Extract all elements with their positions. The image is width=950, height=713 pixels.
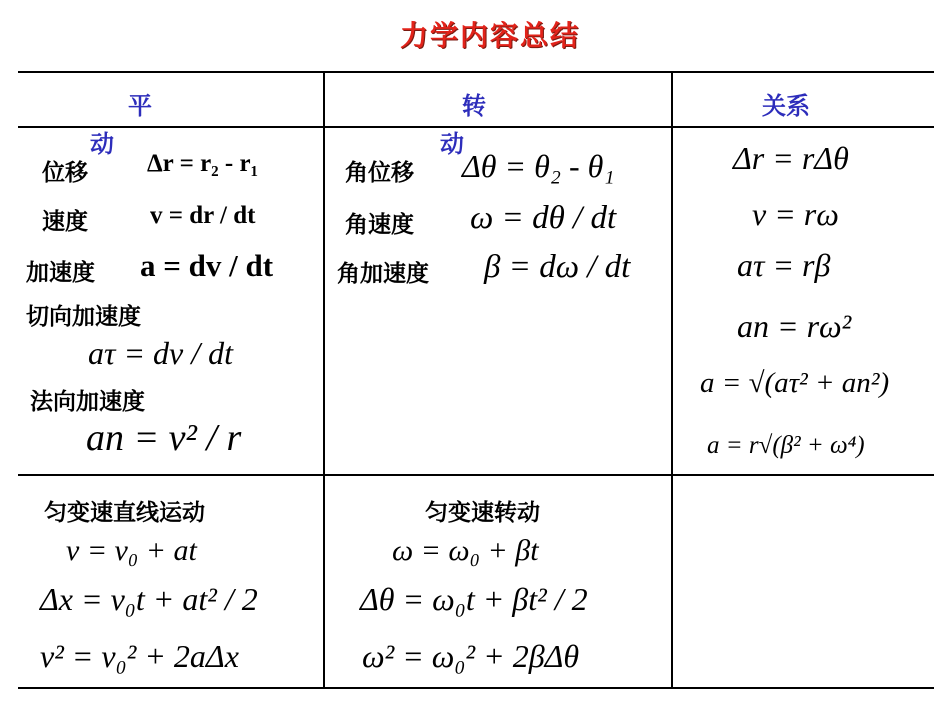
displacement-label: 位移 <box>42 160 88 186</box>
column-divider-1 <box>323 71 325 689</box>
header-divider <box>18 126 934 128</box>
header-translation-2: 动 <box>90 130 114 158</box>
relation-velocity: v = rω <box>752 196 839 232</box>
column-divider-2 <box>671 71 673 689</box>
uniform-linear-velocity-squared: v² = v₀² + 2aΔx <box>40 638 239 674</box>
tangential-acceleration-label: 切向加速度 <box>26 304 141 330</box>
velocity-label: 速度 <box>42 209 88 235</box>
uniform-rotation-label: 匀变速转动 <box>425 500 540 526</box>
table-top-border <box>18 71 934 73</box>
uniform-linear-displacement: Δx = v₀t + at² / 2 <box>40 581 258 617</box>
angular-velocity-formula: ω = dθ / dt <box>470 200 617 236</box>
acceleration-label: 加速度 <box>26 260 95 286</box>
relation-tangential: aτ = rβ <box>737 247 831 283</box>
angular-acceleration-formula: β = dω / dt <box>484 249 631 285</box>
displacement-formula: Δr = r₂ - r₁ <box>147 150 259 177</box>
table-bottom-border <box>18 687 934 689</box>
row-divider <box>18 474 934 476</box>
header-rotation-2: 动 <box>440 130 464 158</box>
relation-normal: an = rω² <box>737 308 852 344</box>
header-rotation-1: 转 <box>462 92 486 120</box>
uniform-rotation-angular-velocity: ω = ω₀ + βt <box>392 534 539 567</box>
relation-total-acceleration: a = √(aτ² + an²) <box>700 367 890 399</box>
tangential-acceleration-formula: aτ = dv / dt <box>88 335 234 371</box>
angular-acceleration-label: 角加速度 <box>337 261 429 287</box>
velocity-formula: v = dr / dt <box>150 202 256 229</box>
uniform-rotation-angular-displacement: Δθ = ω₀t + βt² / 2 <box>360 581 588 617</box>
relation-total-angular: a = r√(β² + ω⁴) <box>707 432 865 459</box>
uniform-linear-velocity: v = v₀ + at <box>66 534 197 567</box>
uniform-linear-label: 匀变速直线运动 <box>44 500 205 526</box>
angular-displacement-formula: Δθ = θ₂ - θ₁ <box>462 148 615 184</box>
angular-displacement-label: 角位移 <box>345 160 414 186</box>
relation-displacement: Δr = rΔθ <box>733 140 849 176</box>
page-title: 力学内容总结 <box>399 19 580 52</box>
header-translation-1: 平 <box>128 92 152 120</box>
normal-acceleration-formula: an = v² / r <box>86 417 242 459</box>
angular-velocity-label: 角速度 <box>345 212 414 238</box>
normal-acceleration-label: 法向加速度 <box>30 389 145 415</box>
uniform-rotation-angular-velocity-squared: ω² = ω₀² + 2βΔθ <box>362 638 580 674</box>
acceleration-formula: a = dv / dt <box>140 248 274 283</box>
header-relation: 关系 <box>762 92 810 120</box>
